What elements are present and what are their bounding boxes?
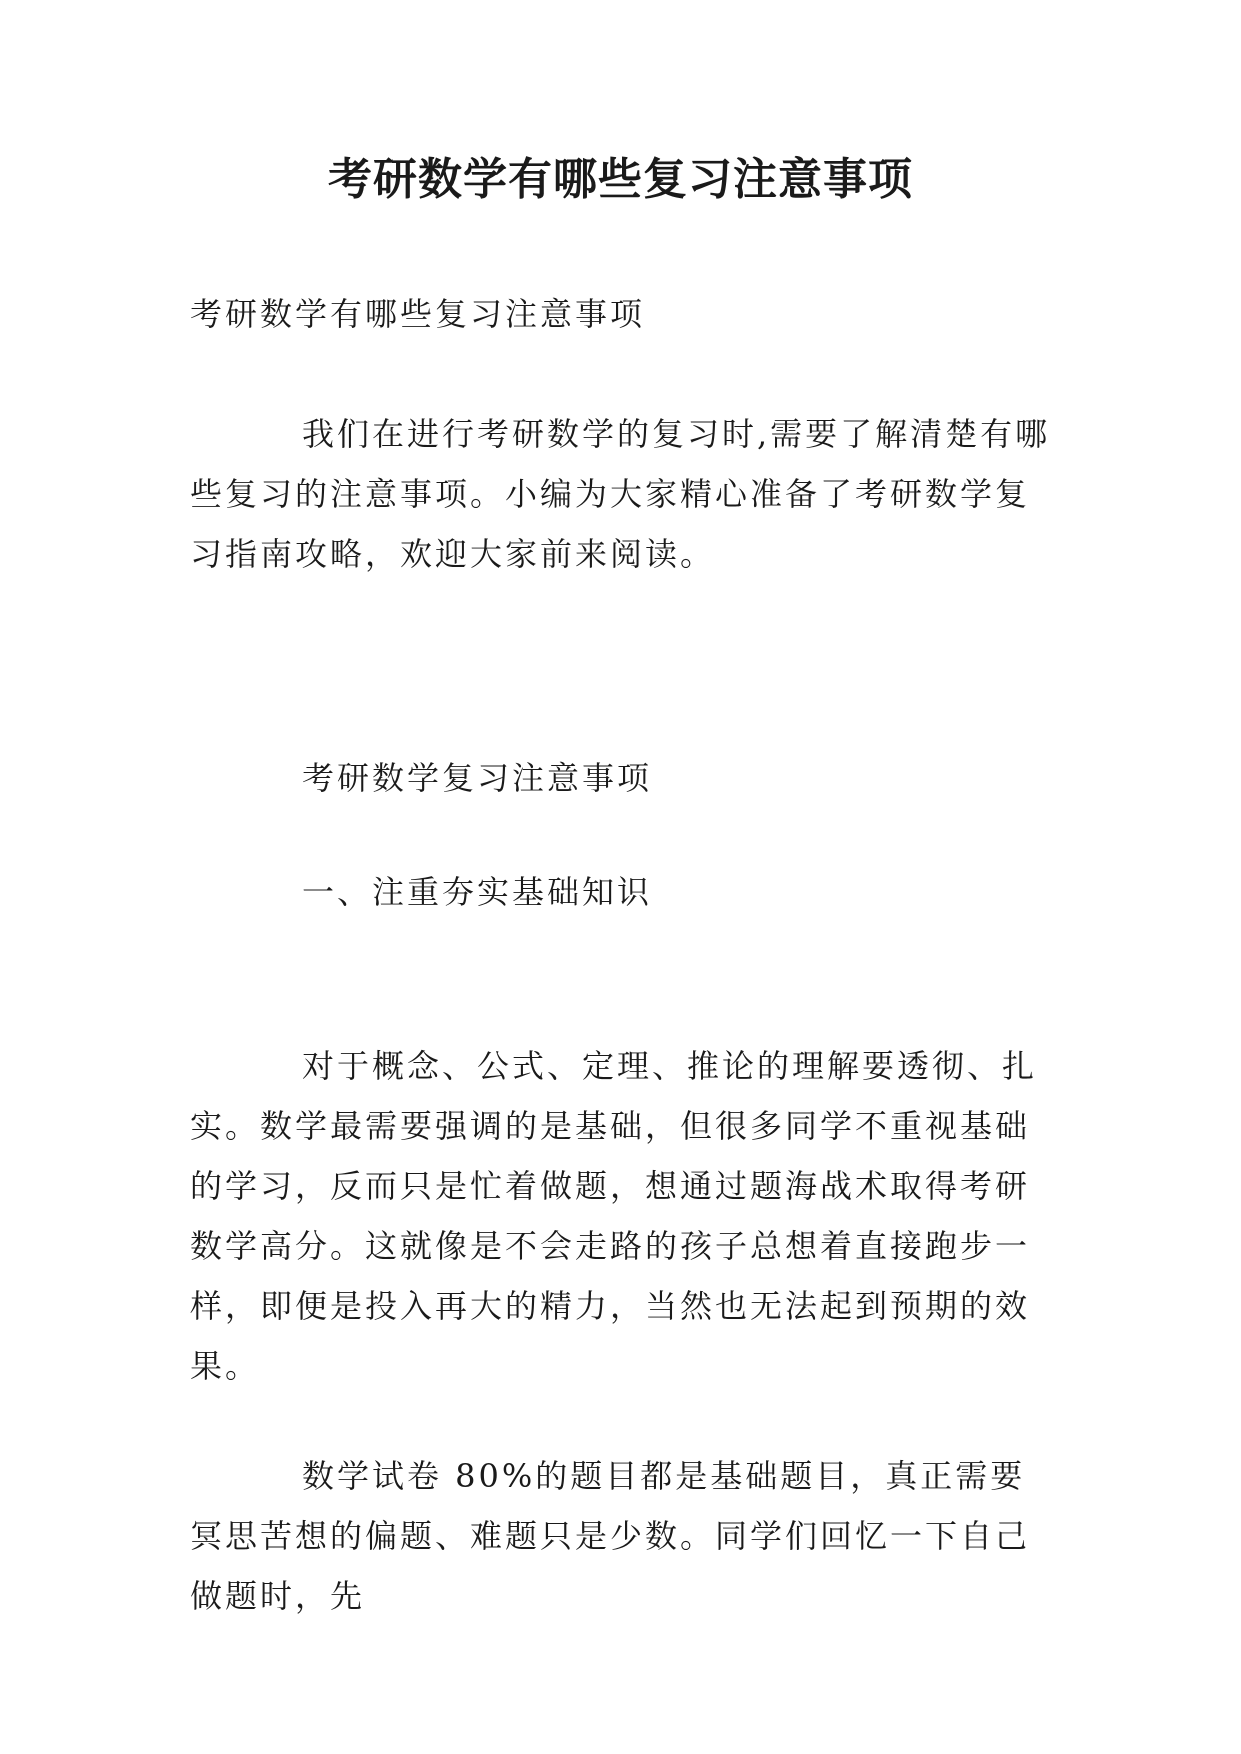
document-subtitle: 考研数学有哪些复习注意事项 [190,295,646,333]
document-title: 考研数学有哪些复习注意事项 [328,154,913,205]
intro-paragraph: 我们在进行考研数学的复习时,需要了解清楚有哪些复习的注意事项。小编为大家精心准备了考研数学复习指南攻略，欢迎大家前来阅读。 [190,415,1051,573]
point-heading: 一、注重夯实基础知识 [302,873,653,911]
body-paragraph-1: 对于概念、公式、定理、推论的理解要透彻、扎实。数学最需要强调的是基础，但很多同学不重视基础的学习，反而只是忙着做题，想通过题海战术取得考研数学高分。这就像是不会走路的孩子总想着直接跑步一样，即便是投入再大的精力，当然也无法起到预期的效果。 [190,1047,1038,1385]
section-heading: 考研数学复习注意事项 [302,759,653,797]
body-paragraph-2: 数学试卷 80%的题目都是基础题目，真正需要冥思苦想的偏题、难题只是少数。同学们回忆一下自己做题时，先 [190,1457,1031,1615]
